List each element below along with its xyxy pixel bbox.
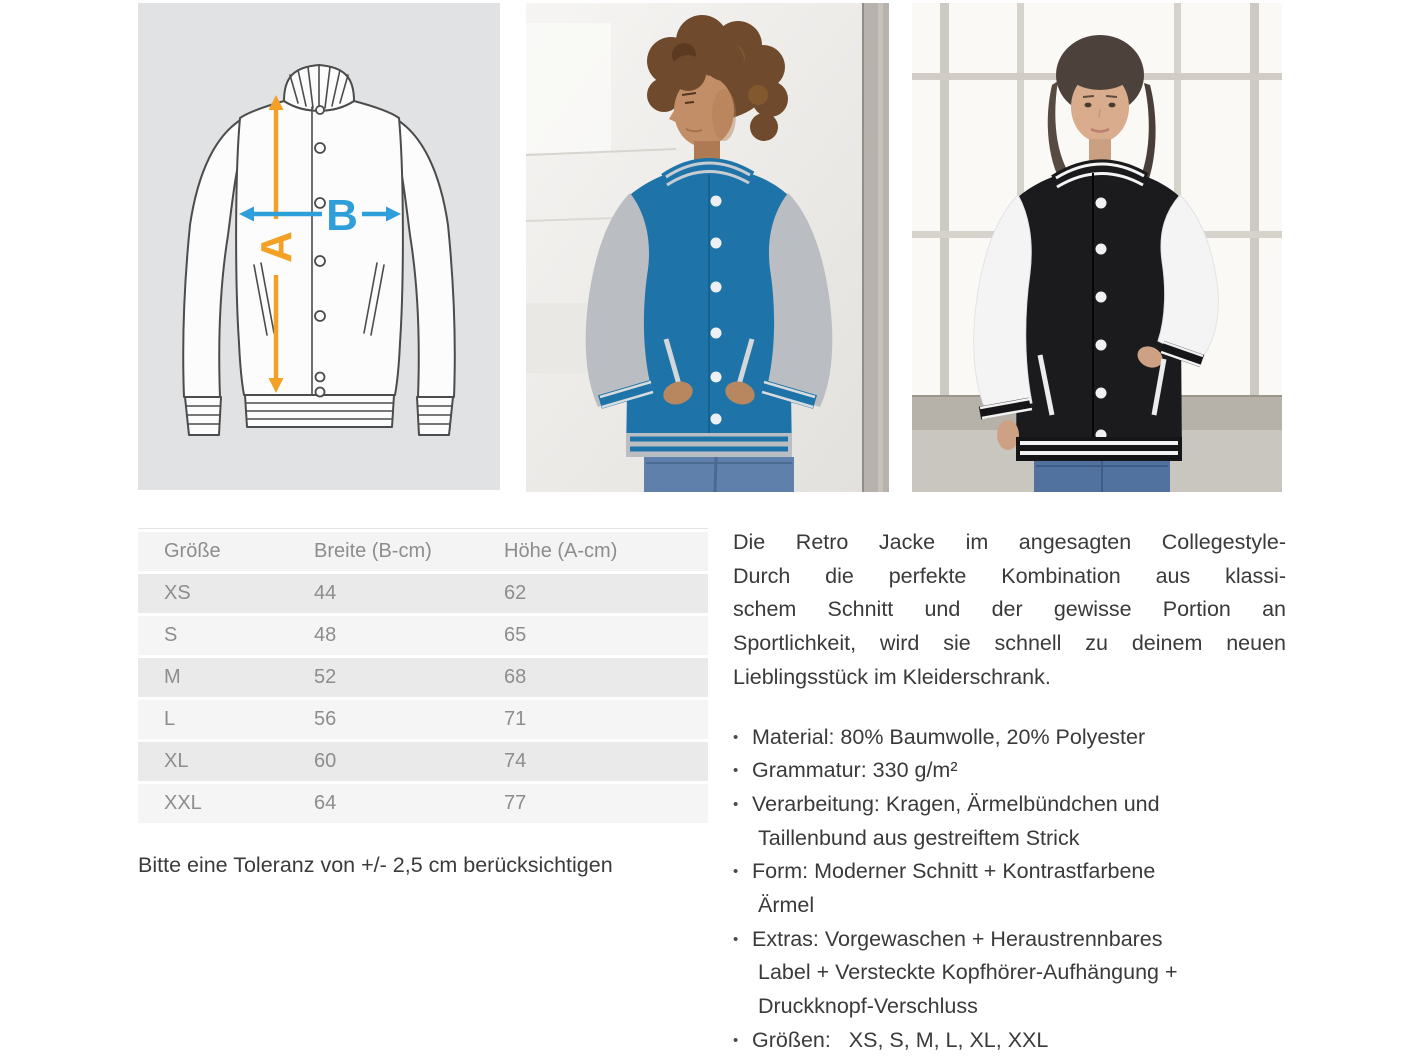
jacket-measurement-diagram — [138, 3, 500, 490]
photo-female-illustration — [912, 3, 1282, 492]
jacket-body-black — [1016, 169, 1182, 461]
size-cell: 60 — [314, 750, 337, 772]
feature-line: Verarbeitung: Kragen, Ärmelbündchen und — [752, 791, 1160, 816]
tolerance-note: Bitte eine Toleranz von +/- 2,5 cm berücksichtigen — [138, 853, 613, 877]
size-cell: 64 — [314, 792, 337, 814]
size-cell: 62 — [504, 582, 527, 604]
feature-item — [733, 788, 1286, 855]
description-line: Die Retro Jacke im angesagten Collegestyle- — [733, 530, 1286, 554]
size-col-header: Höhe (A-cm) — [504, 540, 618, 562]
feature-line: Taillenbund aus gestreiftem Strick — [758, 825, 1080, 850]
feature-line: Label + Versteckte Kopfhörer-Aufhängung + — [758, 960, 1178, 985]
jeans — [644, 457, 794, 492]
size-row — [138, 700, 708, 739]
feature-line: Form: Moderner Schnitt + Kontrastfarbene — [752, 859, 1156, 884]
feature-line: Ärmel — [758, 893, 815, 918]
feature-line: Druckknopf-Verschluss — [758, 994, 978, 1019]
bullet-icon: • — [733, 728, 739, 746]
size-cell: 71 — [504, 708, 527, 730]
concrete-pillar — [863, 3, 889, 492]
bullet-icon: • — [733, 762, 739, 780]
size-row — [138, 574, 708, 613]
product-photo-female — [912, 3, 1282, 492]
size-cell: 52 — [314, 666, 337, 688]
hem-band — [1016, 437, 1182, 461]
size-cell: 56 — [314, 708, 337, 730]
size-cell: 74 — [504, 750, 527, 772]
size-table-header — [138, 532, 708, 571]
size-cell: L — [164, 708, 176, 730]
hand — [997, 420, 1019, 450]
feature-line: Extras: Vorgewaschen + Heraustrennbares — [752, 926, 1163, 951]
size-row — [138, 616, 708, 655]
bullet-icon: • — [733, 1031, 739, 1049]
size-cell: 77 — [504, 792, 527, 814]
size-col-header: Breite (B-cm) — [314, 540, 432, 562]
label-a: A — [252, 231, 301, 263]
bullet-icon: • — [733, 795, 739, 813]
size-row — [138, 784, 708, 823]
size-cell: 68 — [504, 666, 527, 688]
product-photo-male — [526, 3, 889, 492]
size-cell: 44 — [314, 582, 337, 604]
feature-item — [733, 754, 1286, 788]
size-cell: XXL — [164, 792, 202, 814]
bullet-icon: • — [733, 930, 739, 948]
size-cell: XL — [164, 750, 189, 772]
size-cell: M — [164, 666, 181, 688]
description-line: schem Schnitt und der gewisse Portion an — [733, 597, 1286, 622]
size-diagram-panel — [138, 3, 500, 490]
feature-line: Material: 80% Baumwolle, 20% Polyester — [752, 724, 1146, 749]
size-table — [138, 528, 708, 826]
label-b: B — [326, 191, 358, 240]
size-col-header: Größe — [164, 540, 221, 562]
feature-item — [733, 855, 1286, 922]
size-row — [138, 658, 708, 697]
feature-line: Größen: XS, S, M, L, XL, XXL — [752, 1027, 1049, 1052]
description-line: Durch die perfekte Kombination aus klassi- — [733, 563, 1286, 588]
product-description-column — [733, 526, 1286, 1058]
size-cell: 48 — [314, 624, 337, 646]
description-line: Sportlichkeit, wird sie schnell zu deinem neuen — [733, 631, 1286, 656]
size-cell: XS — [164, 582, 191, 604]
feature-item — [733, 1024, 1286, 1058]
feature-item — [733, 721, 1286, 755]
hem-band — [626, 433, 792, 457]
description-line: Lieblingsstück im Kleiderschrank. — [733, 664, 1051, 689]
product-feature-list — [733, 721, 1286, 1058]
size-row — [138, 742, 708, 781]
size-cell: 65 — [504, 624, 527, 646]
feature-item — [733, 923, 1286, 1024]
product-description — [733, 526, 1286, 695]
photo-male-illustration — [526, 3, 889, 492]
feature-line: Grammatur: 330 g/m² — [752, 758, 958, 783]
size-cell: S — [164, 624, 178, 646]
bullet-icon: • — [733, 863, 739, 881]
jeans — [1034, 461, 1170, 492]
